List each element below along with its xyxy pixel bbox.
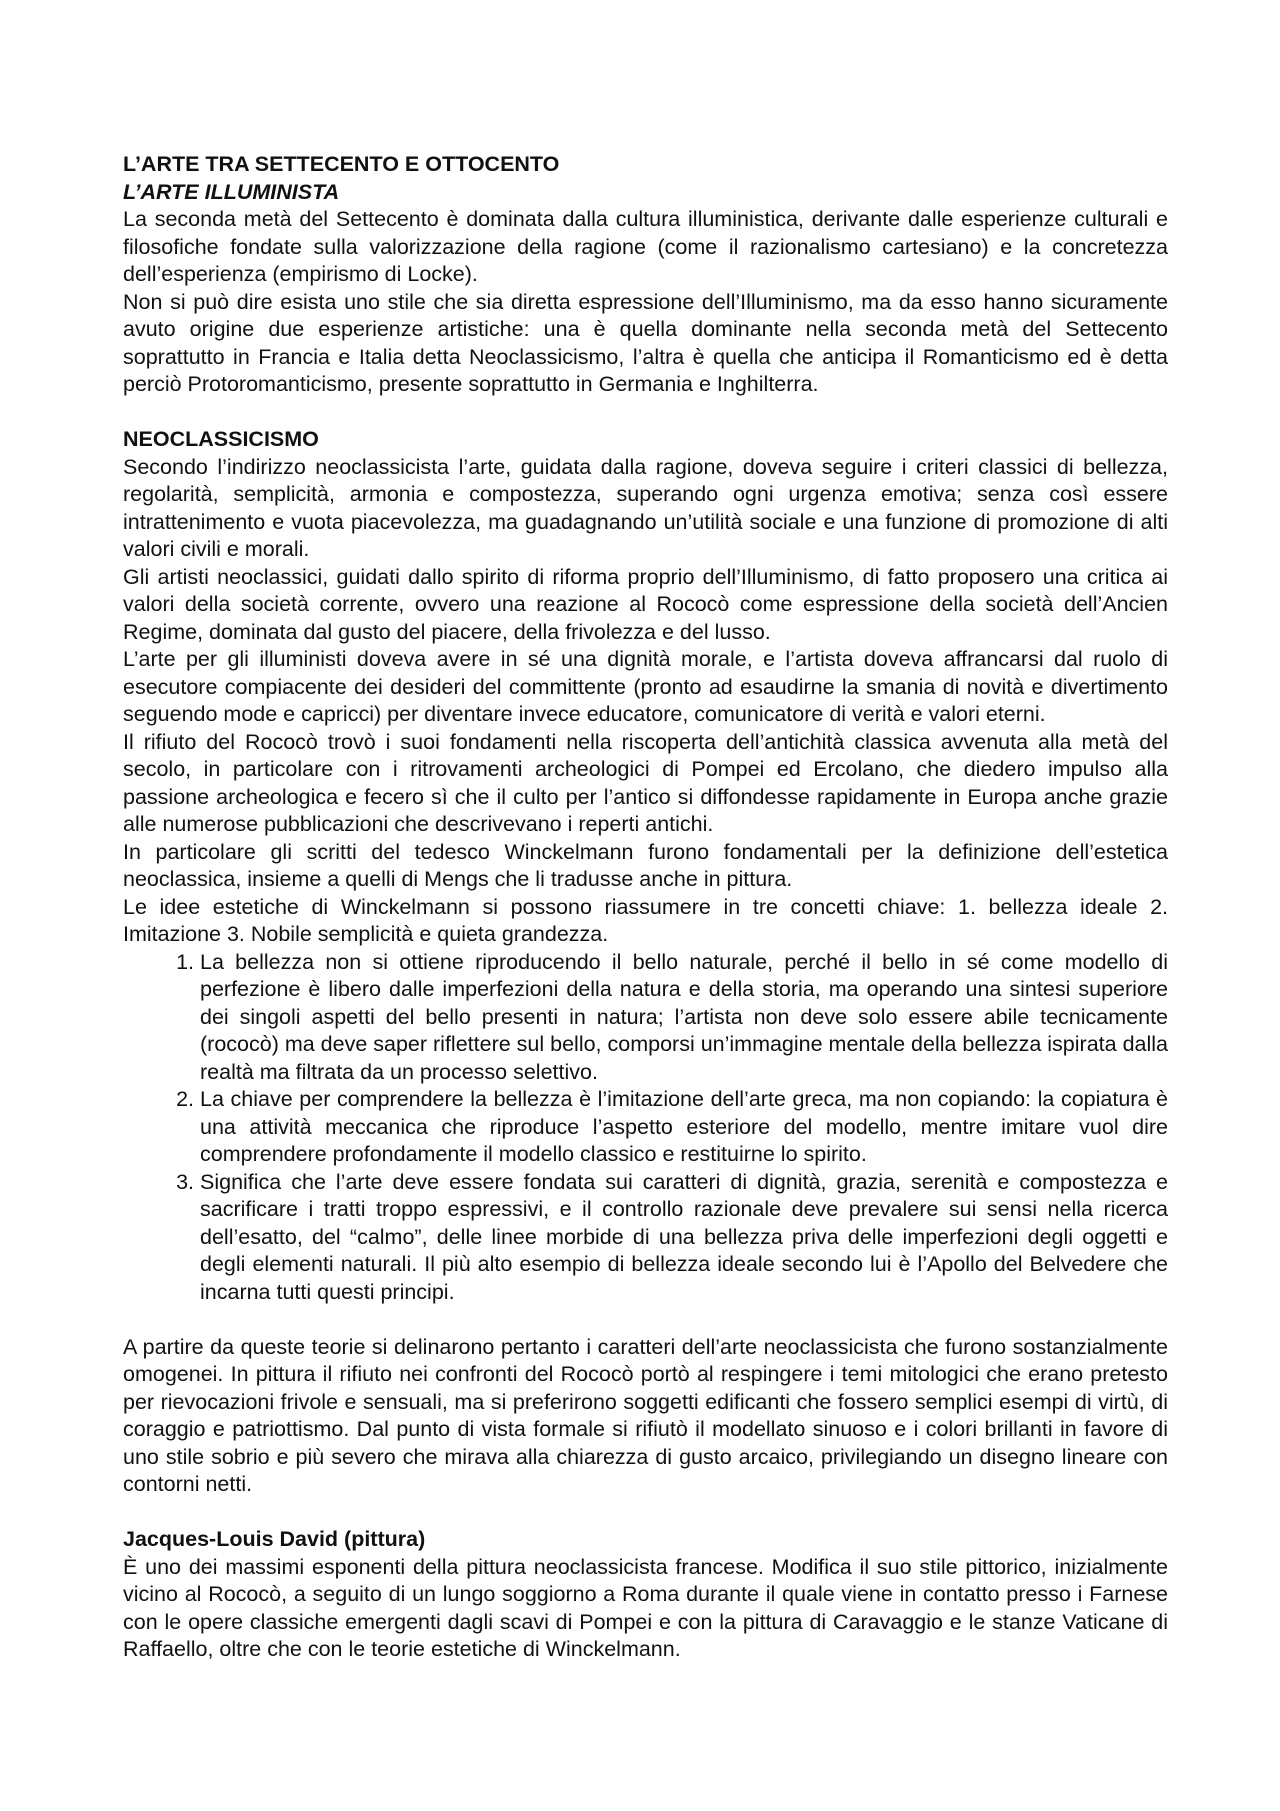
body-paragraph: Il rifiuto del Rococò trovò i suoi fondamenti nella riscoperta dell’antichità classica avvenuta alla metà del secolo, in particolare con i ritrovamenti archeologici di Pompei ed Ercolano, che diedero impulso alla passione archeologica e fecero sì che il culto per l’antico si diffondesse rapidamente in Europa anche grazie alle numerose pubblicazioni che descrivevano i reperti antichi. [123,729,1168,836]
body-paragraph: A partire da queste teorie si delinarono pertanto i caratteri dell’arte neoclassicista che furono sostanzialmente omogenei. In pittura il rifiuto nei confronti del Rococò portò al respingere i temi mitologici che erano pretesto per rievocazioni frivole e sensuali, ma si preferirono soggetti edificanti che fossero semplici esempi di virtù, di coraggio e patriottismo. Dal punto di vista formale si rifiutò il modellato sinuoso e i colori brillanti in favore di uno stile sobrio e più severo che mirava alla chiarezza di gusto arcaico, privilegiando un disegno lineare con contorni netti. [123,1334,1168,1496]
document-subtitle: L’ARTE ILLUMINISTA [123,179,340,204]
body-paragraph: Le idee estetiche di Winckelmann si possono riassumere in tre concetti chiave: 1. bellezza ideale 2. Imitazione 3. Nobile semplicità e quieta grandezza. [123,894,1168,946]
document-title: L’ARTE TRA SETTECENTO E OTTOCENTO [123,152,560,176]
section-heading-david: Jacques-Louis David (pittura) [123,1527,426,1551]
body-paragraph: In particolare gli scritti del tedesco Winckelmann furono fondamentali per la definizione dell’estetica neoclassica, insieme a quelli di Mengs che li tradusse anche in pittura. [123,839,1168,891]
body-paragraph: Gli artisti neoclassici, guidati dallo spirito di riforma proprio dell’Illuminismo, di fatto proposero una critica ai valori della società corrente, ovvero una reazione al Rococò come espressione della società dell’Ancien Regime, dominata dal gusto del piacere, della frivolezza e del lusso. [123,564,1168,644]
section-heading-neoclassicismo: NEOCLASSICISMO [123,427,319,451]
spacer [123,399,1168,427]
intro-paragraph: La seconda metà del Settecento è dominata dalla cultura illuministica, derivante dalle esperienze culturali e filosofiche fondate sulla valorizzazione della ragione (come il razionalismo cartesiano) e la concretezza dell’esperienza (empirismo di Locke). [123,207,1168,286]
intro-paragraph: Non si può dire esista uno stile che sia diretta espressione dell’Illuminismo, ma da esso hanno sicuramente avuto origine due esperienze artistiche: una è quella dominante nella seconda metà del Settecento soprattutto in Francia e Italia detta Neoclassicismo, l’altra è quella che anticipa il Romanticismo ed è detta perciò Protoromanticismo, presente soprattutto in Germania e Inghilterra. [123,289,1168,396]
list-item: 3. Significa che l’arte deve essere fondata sui caratteri di dignità, grazia, serenità e compostezza e sacrificare i tratti troppo espressivi, e il controllo razionale deve prevalere sui sensi nella ricerca dell’esatto, del “calmo”, delle linee morbide di una bellezza priva delle imperfezioni degli oggetti e degli elementi naturali. Il più alto esempio di bellezza ideale secondo lui è l’Apollo del Belvedere che incarna tutti questi principi. [200,1169,1168,1307]
spacer [123,1499,1168,1527]
body-paragraph: Secondo l’indirizzo neoclassicista l’arte, guidata dalla ragione, doveva seguire i criteri classici di bellezza, regolarità, semplicità, armonia e compostezza, superando ogni urgenza emotiva; senza così essere intrattenimento e vuota piacevolezza, ma guadagnando un’utilità sociale e una funzione di promozione di alti valori civili e morali. [123,454,1168,561]
document-page [123,151,1168,1664]
concepts-list [123,949,1168,1307]
spacer [123,1306,1168,1334]
body-paragraph: L’arte per gli illuministi doveva avere in sé una dignità morale, e l’artista doveva affrancarsi dal ruolo di esecutore compiacente dei desideri del committente (pronto ad esaudirne la smania di novità e divertimento seguendo mode e capricci) per diventare invece educatore, comunicatore di verità e valori eterni. [123,647,1168,726]
list-item: 2. La chiave per comprendere la bellezza è l’imitazione dell’arte greca, ma non copiando: la copiatura è una attività meccanica che riproduce l’aspetto esteriore del modello, mentre imitare vuol dire comprendere profondamente il modello classico e restituirne lo spirito. [200,1086,1168,1169]
body-paragraph: È uno dei massimi esponenti della pittura neoclassicista francese. Modifica il suo stile pittorico, inizialmente vicino al Rococò, a seguito di un lungo soggiorno a Roma durante il quale viene in contatto presso i Farnese con le opere classiche emergenti dagli scavi di Pompei e con la pittura di Caravaggio e le stanze Vaticane di Raffaello, oltre che con le teorie estetiche di Winckelmann. [123,1554,1168,1661]
list-item: 1. La bellezza non si ottiene riproducendo il bello naturale, perché il bello in sé come modello di perfezione è libero dalle imperfezioni della natura e della storia, ma operando una sintesi superiore dei singoli aspetti del bello presenti in natura; l’artista non deve solo essere abile tecnicamente (rococò) ma deve saper riflettere sul bello, comporsi un’immagine mentale della bellezza ispirata dalla realtà ma filtrata da un processo selettivo. [200,949,1168,1087]
